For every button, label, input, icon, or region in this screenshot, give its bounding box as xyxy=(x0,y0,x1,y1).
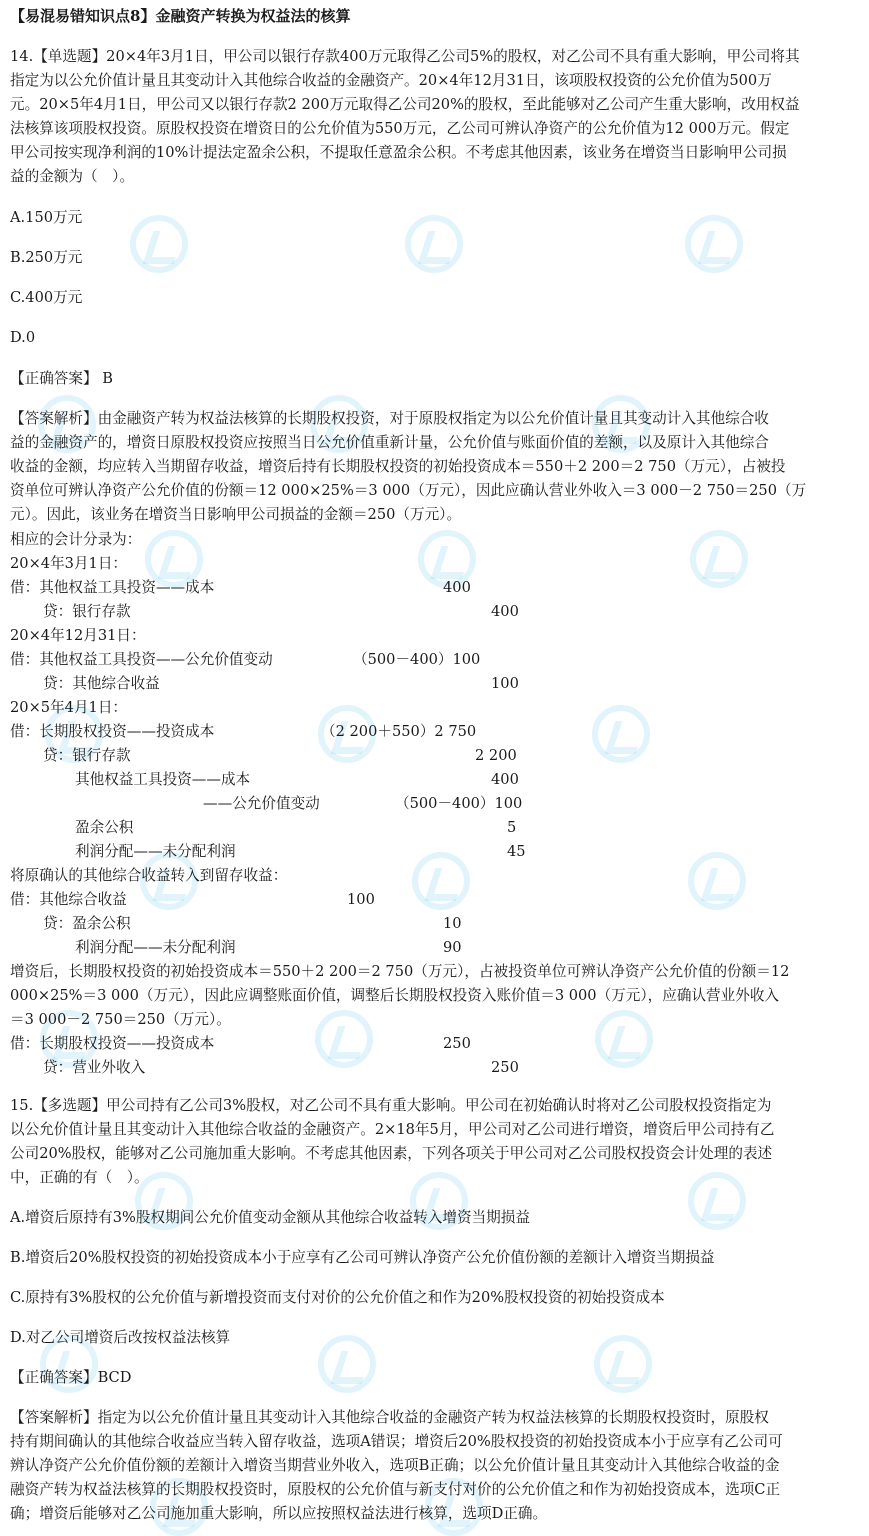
question-text-line: 甲公司按实现净利润的10%计提法定盈余公积，不提取任意盈余公积。不考虑其他因素，该业务在增资当日影响甲公司损 xyxy=(10,144,787,161)
journal-entry-text: 100 xyxy=(347,891,375,908)
analysis-line: 元）。因此，该业务在增资当日影响甲公司损益的金额＝250（万元）。 xyxy=(10,506,462,523)
journal-entry-text: ＝3 000－2 750＝250（万元）。 xyxy=(10,1011,231,1028)
analysis-line: 益的金融资产的，增资日原股权投资应按照当日公允价值重新计量，公允价值与账面价值的差额，以及原计入其他综合 xyxy=(10,434,769,451)
journal-entry-text: 10 xyxy=(443,915,462,932)
question-text-line: 元。20×5年4月1日，甲公司又以银行存款2 200万元取得乙公司20%的股权，至此能够对乙公司产生重大影响，改用权益 xyxy=(10,96,800,113)
option-b: B.250万元 xyxy=(10,249,83,266)
analysis-line: 辨认净资产公允价值份额的差额计入增资当期营业外收入，选项B正确；以公允价值计量且其变动计入其他综合收益的金 xyxy=(10,1457,780,1474)
question-text-line: 益的金额为（ ）。 xyxy=(10,168,135,185)
journal-entry-text: 增资后，长期股权投资的初始投资成本＝550＋2 200＝2 750（万元），占被投资单位可辨认净资产公允价值的份额＝12 xyxy=(10,963,790,980)
journal-entry-text: 利润分配——未分配利润 xyxy=(75,939,236,956)
journal-entry-text: 20×5年4月1日： xyxy=(10,699,128,716)
journal-entry-text: 5 xyxy=(507,819,517,836)
journal-entry-text: （500－400）100 xyxy=(353,651,481,668)
journal-entry-text: 45 xyxy=(507,843,526,860)
journal-entry-text: 贷：银行存款 xyxy=(43,747,131,764)
journal-entry-text: 000×25%＝3 000（万元），因此应调整账面价值，调整后长期股权投资入账价值＝3 000（万元），应确认营业外收入 xyxy=(10,987,780,1004)
journal-entry-text: 2 200 xyxy=(475,747,517,764)
journal-entry-text: 400 xyxy=(491,603,519,620)
journal-entry-text: 100 xyxy=(491,675,519,692)
watermark-logo-icon xyxy=(405,215,463,273)
journal-entry-text: 贷：营业外收入 xyxy=(43,1059,146,1076)
watermark-logo-icon xyxy=(412,852,470,910)
journal-entry-text: 250 xyxy=(443,1035,471,1052)
option-b: B.增资后20%股权投资的初始投资成本小于应享有乙公司可辨认净资产公允价值份额的差额计入增资当期损益 xyxy=(10,1249,715,1266)
watermark-logo-icon xyxy=(594,1335,652,1393)
journal-entry-text: 相应的会计分录为： xyxy=(10,531,142,548)
option-c: C.原持有3%股权的公允价值与新增投资而支付对价的公允价值之和作为20%股权投资的初始投资成本 xyxy=(10,1289,665,1306)
option-d: D.0 xyxy=(10,329,36,346)
question-text-line: 指定为以公允价值计量且其变动计入其他综合收益的金融资产。20×4年12月31日，该项股权投资的公允价值为500万 xyxy=(10,72,772,89)
question-text-line: 以公允价值计量且其变动计入其他综合收益的金融资产。2×18年5月，甲公司对乙公司进行增资，增资后甲公司持有乙 xyxy=(10,1121,775,1138)
journal-entry-text: 贷：其他综合收益 xyxy=(43,675,160,692)
watermark-logo-icon xyxy=(685,215,743,273)
option-c: C.400万元 xyxy=(10,289,83,306)
journal-entry-text: 借：长期股权投资——投资成本 xyxy=(10,723,215,740)
option-a: A.150万元 xyxy=(10,209,83,226)
question-text-line: 14.【单选题】20×4年3月1日，甲公司以银行存款400万元取得乙公司5%的股权，对乙公司不具有重大影响，甲公司将其 xyxy=(10,48,800,65)
analysis-line: 持有期间确认的其他综合收益应当转入留存收益，选项A错误；增资后20%股权投资的初始投资成本小于应享有乙公司可 xyxy=(10,1433,783,1450)
journal-entry-text: 借：其他权益工具投资——公允价值变动 xyxy=(10,651,273,668)
journal-entry-text: 贷：银行存款 xyxy=(43,603,131,620)
watermark-logo-icon xyxy=(688,1172,746,1230)
watermark-logo-icon xyxy=(690,530,748,588)
watermark-logo-icon xyxy=(318,1335,376,1393)
journal-entry-text: 盈余公积 xyxy=(75,819,134,836)
journal-entry-text: 90 xyxy=(443,939,462,956)
journal-entry-text: 20×4年12月31日： xyxy=(10,627,146,644)
question-text-line: 15.【多选题】甲公司持有乙公司3%股权，对乙公司不具有重大影响。甲公司在初始确认时将对乙公司股权投资指定为 xyxy=(10,1097,772,1114)
journal-entry-text: ——公允价值变动 xyxy=(203,795,320,812)
analysis-line: 【答案解析】指定为以公允价值计量且其变动计入其他综合收益的金融资产转为权益法核算的长期股权投资时，原股权 xyxy=(10,1409,769,1426)
option-a: A.增资后原持有3%股权期间公允价值变动金额从其他综合收益转入增资当期损益 xyxy=(10,1209,530,1226)
journal-entry-text: 借：其他综合收益 xyxy=(10,891,127,908)
analysis-line: 融资产转为权益法核算的长期股权投资时，原股权的公允价值与新支付对价的公允价值之和作为初始投资成本，选项C正 xyxy=(10,1481,781,1498)
journal-entry-text: 借：其他权益工具投资——成本 xyxy=(10,579,215,596)
option-d: D.对乙公司增资后改按权益法核算 xyxy=(10,1329,231,1346)
journal-entry-text: 其他权益工具投资——成本 xyxy=(75,771,251,788)
journal-entry-text: 贷：盈余公积 xyxy=(43,915,131,932)
question-text-line: 法核算该项股权投资。原股权投资在增资日的公允价值为550万元，乙公司可辨认净资产的公允价值为12 000万元。假定 xyxy=(10,120,790,137)
analysis-line: 确；增资后能够对乙公司施加重大影响，所以应按照权益法进行核算，选项D正确。 xyxy=(10,1505,548,1522)
journal-entry-text: 400 xyxy=(443,579,471,596)
watermark-logo-icon xyxy=(688,852,746,910)
analysis-line: 资单位可辨认净资产公允价值的份额＝12 000×25%＝3 000（万元），因此应确认营业外收入＝3 000－2 750＝250（万 xyxy=(10,482,807,499)
journal-entry-text: 将原确认的其他综合收益转入到留存收益： xyxy=(10,867,288,884)
watermark-logo-icon xyxy=(592,705,650,763)
analysis-line: 收益的金额，均应转入当期留存收益，增资后持有长期股权投资的初始投资成本＝550＋2 200＝2 750（万元），占被投 xyxy=(10,458,786,475)
analysis-line: 【答案解析】由金融资产转为权益法核算的长期股权投资，对于原股权指定为以公允价值计量且其变动计入其他综合收 xyxy=(10,410,769,427)
watermark-logo-icon xyxy=(315,1010,373,1068)
journal-entry-text: （500－400）100 xyxy=(395,795,523,812)
watermark-logo-icon xyxy=(595,1010,653,1068)
journal-entry-text: 250 xyxy=(491,1059,519,1076)
page-title: 【易混易错知识点8】金融资产转换为权益法的核算 xyxy=(10,7,351,25)
journal-entry-text: 借：长期股权投资——投资成本 xyxy=(10,1035,215,1052)
question-text-line: 中，正确的有（ ）。 xyxy=(10,1169,149,1186)
question-text-line: 公司20%股权，能够对乙公司施加重大影响。不考虑其他因素，下列各项关于甲公司对乙公司股权投资会计处理的表述 xyxy=(10,1145,773,1162)
correct-answer: 【正确答案】BCD xyxy=(10,1369,132,1386)
watermark-logo-icon xyxy=(130,215,188,273)
journal-entry-text: 利润分配——未分配利润 xyxy=(75,843,236,860)
journal-entry-text: 20×4年3月1日： xyxy=(10,555,128,572)
correct-answer: 【正确答案】 B xyxy=(10,370,113,387)
journal-entry-text: 400 xyxy=(491,771,519,788)
journal-entry-text: （2 200＋550）2 750 xyxy=(321,723,477,740)
